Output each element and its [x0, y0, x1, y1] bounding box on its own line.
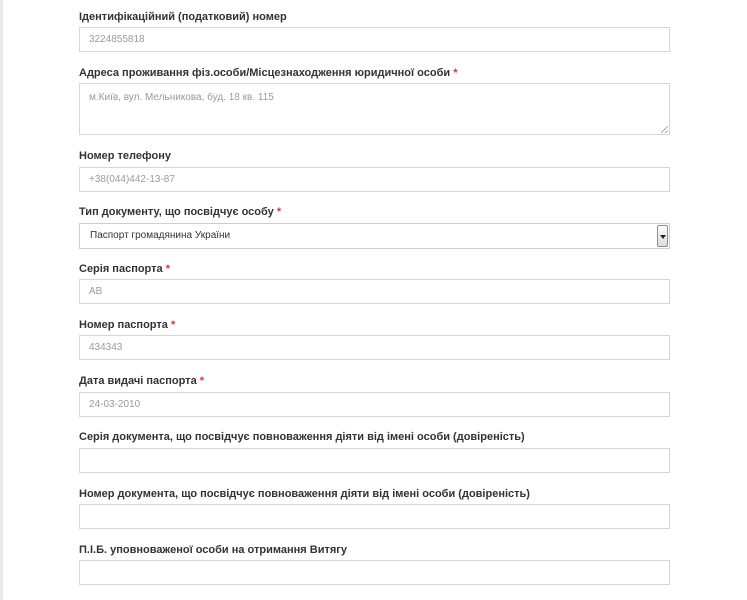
tax-id-field [79, 10, 671, 45]
passport-series-input[interactable]: АВ [79, 279, 670, 304]
address-field [79, 66, 671, 103]
required-asterisk: * [199, 375, 205, 387]
poa-series-label: Серія документа, що посвідчує повноваження діяти від імені особи (довіреність) [79, 431, 525, 443]
poa-series-field [79, 430, 671, 444]
passport-series-field [79, 262, 671, 297]
address-placeholder: м.Київ, вул. Мельникова, буд. 18 кв. 115 [89, 92, 274, 103]
passport-number-field [79, 318, 671, 353]
chevron-down-icon[interactable] [657, 225, 668, 247]
required-asterisk: * [453, 67, 458, 79]
passport-date-label: Дата видачі паспорта * [79, 375, 205, 387]
required-asterisk: * [276, 206, 282, 218]
passport-number-input[interactable]: 434343 [79, 335, 670, 360]
doc-type-label: Тип документу, що посвідчує особу * [79, 206, 282, 218]
required-asterisk: * [170, 319, 176, 331]
doc-type-selected-value: Паспорт громадянина України [90, 230, 231, 241]
left-border [0, 0, 3, 600]
recipient-name-label: П.І.Б. уповноваженої особи на отримання Витягу [79, 544, 347, 556]
tax-id-label: Ідентифікаційний (податковий) номер [79, 11, 287, 23]
recipient-name-field [79, 543, 671, 557]
phone-field [79, 149, 671, 185]
passport-date-input[interactable]: 24-03-2010 [79, 392, 670, 417]
passport-number-label: Номер паспорта * [79, 319, 176, 331]
poa-number-label: Номер документа, що посвідчує повноваження діяти від імені особи (довіреність) [79, 488, 530, 500]
poa-number-field [79, 487, 671, 501]
doc-type-select[interactable] [79, 223, 670, 249]
passport-date-field [79, 374, 671, 410]
poa-number-input[interactable] [79, 504, 670, 529]
phone-input[interactable]: +38(044)442-13-87 [79, 167, 670, 192]
required-asterisk: * [165, 263, 170, 275]
address-textarea[interactable] [79, 83, 670, 135]
address-label: Адреса проживання фіз.особи/Місцезнаходження юридичної особи * [79, 67, 458, 79]
resize-handle-icon[interactable] [661, 126, 668, 133]
poa-series-input[interactable] [79, 448, 670, 473]
doc-type-field [79, 205, 671, 241]
recipient-name-input[interactable] [79, 560, 670, 585]
phone-label: Номер телефону [79, 150, 171, 162]
tax-id-input[interactable]: 3224855818 [79, 27, 670, 52]
passport-series-label: Серія паспорта * [79, 263, 170, 275]
